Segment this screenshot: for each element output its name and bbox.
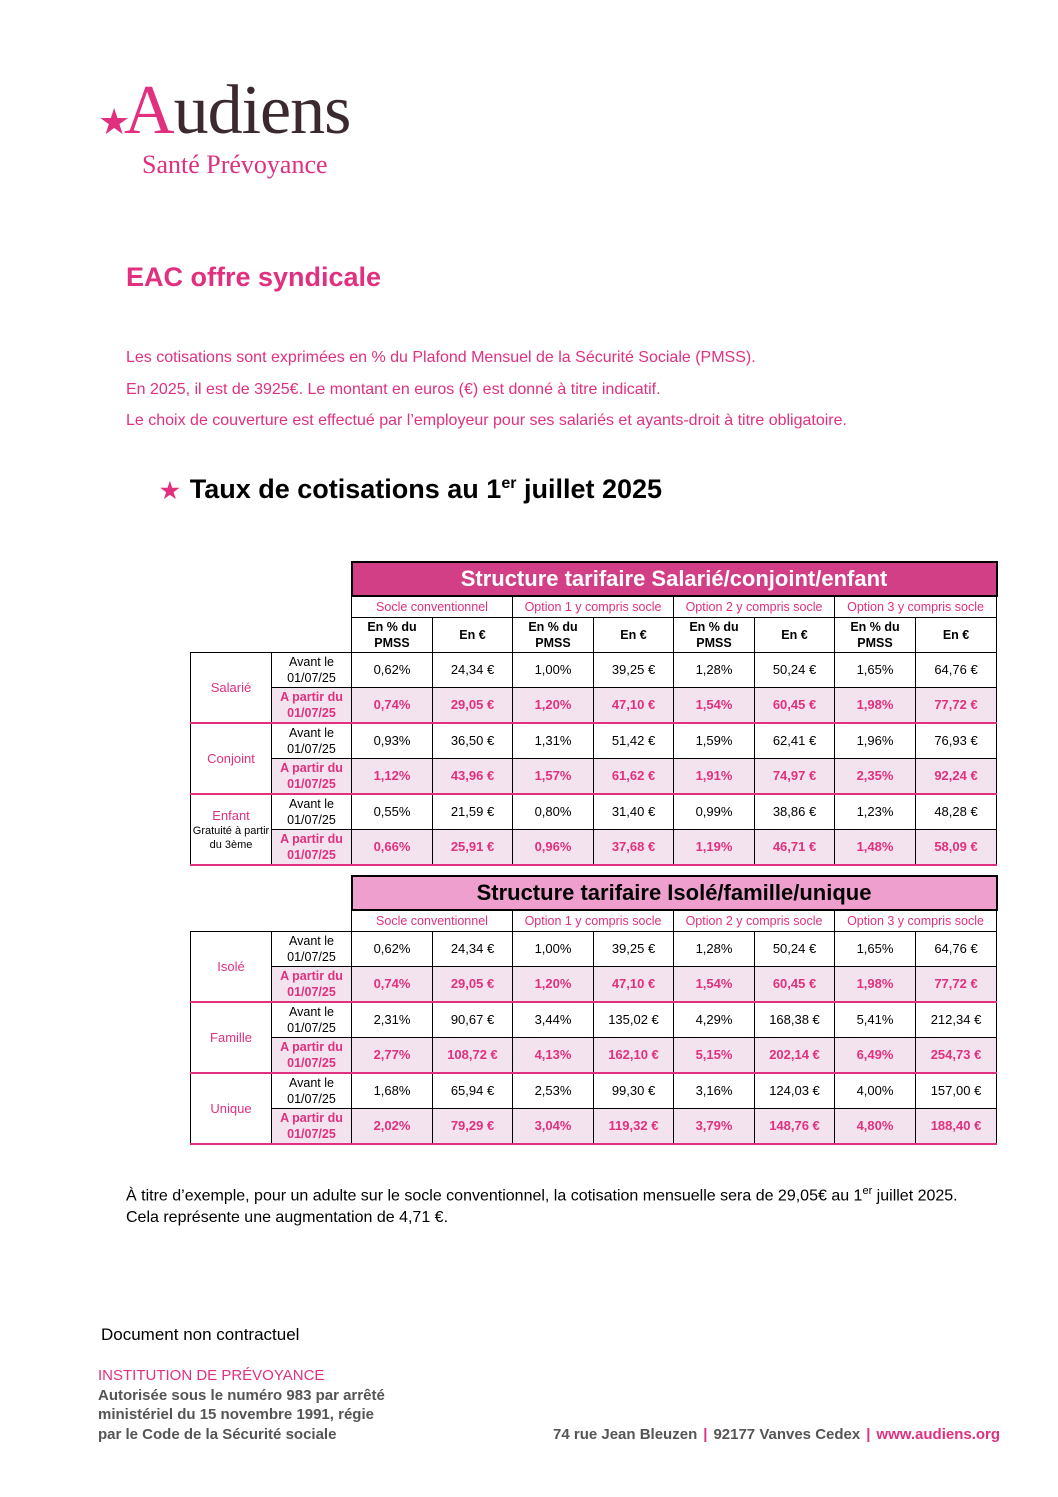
cell-eur: 65,94 € — [433, 1073, 513, 1109]
cell-eur: 48,28 € — [916, 794, 997, 830]
group-label — [191, 723, 272, 794]
group-label — [191, 1073, 272, 1144]
empty-corner — [191, 910, 352, 932]
cell-pct: 1,98% — [835, 688, 916, 724]
cell-pct: 0,55% — [352, 794, 433, 830]
cell-pct: 0,66% — [352, 830, 433, 866]
period-before-label: Avant le 01/07/25 — [272, 723, 352, 759]
address-street: 74 rue Jean Bleuzen — [553, 1426, 698, 1443]
cell-pct: 1,98% — [835, 967, 916, 1003]
cell-pct: 3,79% — [674, 1109, 755, 1145]
cell-pct: 1,48% — [835, 830, 916, 866]
subheader-pct: En % du PMSS — [835, 618, 916, 653]
logo-letter-a: A — [124, 72, 174, 149]
cell-pct: 0,93% — [352, 723, 433, 759]
cell-eur: 60,45 € — [755, 967, 835, 1003]
cell-eur: 64,76 € — [916, 932, 997, 967]
option-header-2: Option 2 y compris socle — [674, 910, 835, 932]
table-row — [191, 794, 997, 830]
example-paragraph — [126, 1180, 976, 1229]
cell-eur: 77,72 € — [916, 967, 997, 1003]
star-icon: ★ — [98, 101, 131, 142]
table-title: Structure tarifaire Salarié/conjoint/enfant — [352, 562, 997, 596]
cell-eur: 188,40 € — [916, 1109, 997, 1145]
empty-corner — [191, 876, 352, 910]
intro-line-1: Les cotisations sont exprimées en % du Plafond Mensuel de la Sécurité Sociale (PMSS). — [126, 349, 756, 366]
cell-pct: 1,96% — [835, 723, 916, 759]
table-title: Structure tarifaire Isolé/famille/unique — [352, 876, 997, 910]
section-title-sup: er — [501, 475, 517, 492]
cell-pct: 0,74% — [352, 688, 433, 724]
cell-eur: 38,86 € — [755, 794, 835, 830]
star-bullet-icon: ★ — [160, 478, 180, 503]
cell-pct: 2,35% — [835, 759, 916, 795]
cell-eur: 124,03 € — [755, 1073, 835, 1109]
cell-eur: 79,29 € — [433, 1109, 513, 1145]
cell-pct: 1,91% — [674, 759, 755, 795]
empty-corner — [191, 562, 352, 596]
option-header-3: Option 3 y compris socle — [835, 910, 997, 932]
table-row — [191, 688, 997, 724]
example-text-a: À titre d’exemple, pour un adulte sur le socle conventionnel, la cotisation mensuelle sera de 29,05€ au 1 — [126, 1187, 863, 1205]
cell-pct: 4,13% — [513, 1038, 594, 1074]
cell-eur: 21,59 € — [433, 794, 513, 830]
cell-pct: 1,23% — [835, 794, 916, 830]
cell-eur: 108,72 € — [433, 1038, 513, 1074]
table-row — [191, 830, 997, 866]
option-header-socle: Socle conventionnel — [352, 596, 513, 618]
table-row — [191, 1002, 997, 1038]
cell-eur: 254,73 € — [916, 1038, 997, 1074]
table-row — [191, 1073, 997, 1109]
subheader-pct: En % du PMSS — [513, 618, 594, 653]
period-after-label: A partir du 01/07/25 — [272, 830, 352, 866]
group-name: Enfant — [212, 807, 250, 823]
cell-eur: 43,96 € — [433, 759, 513, 795]
cell-pct: 1,57% — [513, 759, 594, 795]
cell-eur: 64,76 € — [916, 653, 997, 688]
cell-pct: 2,31% — [352, 1002, 433, 1038]
period-before-label: Avant le 01/07/25 — [272, 1073, 352, 1109]
table-row — [191, 653, 997, 688]
group-label — [191, 932, 272, 1003]
website-link[interactable]: www.audiens.org — [876, 1426, 1001, 1443]
cell-pct: 1,20% — [513, 967, 594, 1003]
table-row — [191, 723, 997, 759]
intro-line-2: En 2025, il est de 3925€. Le montant en euros (€) est donné à titre indicatif. — [126, 381, 661, 398]
cell-eur: 77,72 € — [916, 688, 997, 724]
cell-pct: 1,12% — [352, 759, 433, 795]
table-row — [191, 1038, 997, 1074]
cell-eur: 39,25 € — [594, 653, 674, 688]
logo-word-rest: udiens — [173, 72, 351, 149]
rate-table-isole-famille-unique — [190, 875, 998, 1145]
period-before-label: Avant le 01/07/25 — [272, 653, 352, 688]
cell-eur: 119,32 € — [594, 1109, 674, 1145]
example-text-b: juillet 2025. Cela représente une augmentation de 4,71 €. — [126, 1187, 958, 1227]
cell-pct: 1,59% — [674, 723, 755, 759]
address-city: 92177 Vanves Cedex — [713, 1426, 861, 1443]
cell-pct: 1,00% — [513, 653, 594, 688]
cell-pct: 2,77% — [352, 1038, 433, 1074]
institution-title: INSTITUTION DE PRÉVOYANCE — [98, 1367, 325, 1384]
cell-pct: 3,16% — [674, 1073, 755, 1109]
subheader-eur: En € — [594, 618, 674, 653]
cell-eur: 162,10 € — [594, 1038, 674, 1074]
period-before-label: Avant le 01/07/25 — [272, 1002, 352, 1038]
cell-pct: 4,80% — [835, 1109, 916, 1145]
section-title-a: Taux de cotisations au 1 — [189, 474, 502, 504]
cell-eur: 29,05 € — [433, 967, 513, 1003]
institution-line-2: ministériel du 15 novembre 1991, régie — [98, 1406, 374, 1423]
audiens-logo — [98, 72, 368, 186]
cell-pct: 0,99% — [674, 794, 755, 830]
subheader-pct: En % du PMSS — [352, 618, 433, 653]
cell-eur: 36,50 € — [433, 723, 513, 759]
intro-line-3: Le choix de couverture est effectué par l’employeur pour ses salariés et ayants-droit à titre obligatoire. — [126, 412, 847, 429]
logo-tagline: Santé Prévoyance — [142, 150, 328, 179]
page-title: EAC offre syndicale — [126, 262, 382, 292]
period-after-label: A partir du 01/07/25 — [272, 1038, 352, 1074]
group-name: Conjoint — [207, 750, 255, 766]
group-label — [191, 653, 272, 724]
cell-eur: 202,14 € — [755, 1038, 835, 1074]
cell-pct: 1,68% — [352, 1073, 433, 1109]
cell-pct: 1,65% — [835, 932, 916, 967]
cell-pct: 2,02% — [352, 1109, 433, 1145]
cell-eur: 157,00 € — [916, 1073, 997, 1109]
cell-eur: 148,76 € — [755, 1109, 835, 1145]
cell-pct: 1,28% — [674, 653, 755, 688]
rate-table-salarie-conjoint-enfant — [190, 561, 998, 866]
cell-pct: 0,62% — [352, 932, 433, 967]
empty-corner — [191, 596, 352, 618]
cell-eur: 24,34 € — [433, 932, 513, 967]
cell-pct: 1,65% — [835, 653, 916, 688]
period-before-label: Avant le 01/07/25 — [272, 932, 352, 967]
subheader-eur: En € — [755, 618, 835, 653]
group-name: Unique — [210, 1100, 252, 1116]
group-label — [191, 1002, 272, 1073]
period-before-label: Avant le 01/07/25 — [272, 794, 352, 830]
group-name: Famille — [210, 1029, 252, 1045]
subheader-eur: En € — [916, 618, 997, 653]
cell-pct: 4,29% — [674, 1002, 755, 1038]
cell-eur: 60,45 € — [755, 688, 835, 724]
cell-eur: 47,10 € — [594, 688, 674, 724]
cell-pct: 1,54% — [674, 967, 755, 1003]
cell-eur: 61,62 € — [594, 759, 674, 795]
institution-line-3: par le Code de la Sécurité sociale — [98, 1426, 337, 1443]
period-after-label: A partir du 01/07/25 — [272, 1109, 352, 1145]
cell-pct: 1,31% — [513, 723, 594, 759]
period-after-label: A partir du 01/07/25 — [272, 967, 352, 1003]
institution-line-1: Autorisée sous le numéro 983 par arrêté — [98, 1387, 385, 1404]
group-name: Isolé — [217, 958, 245, 974]
group-name: Salarié — [210, 679, 252, 695]
cell-eur: 62,41 € — [755, 723, 835, 759]
cell-eur: 135,02 € — [594, 1002, 674, 1038]
subheader-pct: En % du PMSS — [674, 618, 755, 653]
group-label — [191, 794, 272, 865]
cell-pct: 5,41% — [835, 1002, 916, 1038]
option-header-socle: Socle conventionnel — [352, 910, 513, 932]
table-row — [191, 759, 997, 795]
cell-eur: 31,40 € — [594, 794, 674, 830]
cell-eur: 90,67 € — [433, 1002, 513, 1038]
option-header-2: Option 2 y compris socle — [674, 596, 835, 618]
logo-wordmark — [124, 72, 351, 149]
table-row — [191, 1109, 997, 1145]
footer-address — [553, 1426, 1000, 1443]
option-header-3: Option 3 y compris socle — [835, 596, 997, 618]
section-title — [160, 474, 662, 505]
cell-pct: 0,62% — [352, 653, 433, 688]
cell-eur: 212,34 € — [916, 1002, 997, 1038]
cell-pct: 1,20% — [513, 688, 594, 724]
period-after-label: A partir du 01/07/25 — [272, 688, 352, 724]
cell-pct: 3,04% — [513, 1109, 594, 1145]
cell-pct: 5,15% — [674, 1038, 755, 1074]
cell-eur: 47,10 € — [594, 967, 674, 1003]
cell-eur: 29,05 € — [433, 688, 513, 724]
cell-pct: 1,00% — [513, 932, 594, 967]
cell-eur: 74,97 € — [755, 759, 835, 795]
cell-eur: 50,24 € — [755, 932, 835, 967]
cell-pct: 0,80% — [513, 794, 594, 830]
separator: | — [866, 1426, 871, 1443]
subheader-eur: En € — [433, 618, 513, 653]
cell-eur: 92,24 € — [916, 759, 997, 795]
cell-eur: 168,38 € — [755, 1002, 835, 1038]
cell-pct: 4,00% — [835, 1073, 916, 1109]
period-after-label: A partir du 01/07/25 — [272, 759, 352, 795]
cell-eur: 24,34 € — [433, 653, 513, 688]
cell-eur: 51,42 € — [594, 723, 674, 759]
cell-eur: 37,68 € — [594, 830, 674, 866]
cell-pct: 1,19% — [674, 830, 755, 866]
table-row — [191, 932, 997, 967]
cell-eur: 99,30 € — [594, 1073, 674, 1109]
separator: | — [703, 1426, 708, 1443]
group-note: Gratuité à partir du 3ème — [192, 824, 270, 851]
cell-pct: 0,96% — [513, 830, 594, 866]
cell-pct: 1,54% — [674, 688, 755, 724]
option-header-1: Option 1 y compris socle — [513, 910, 674, 932]
option-header-1: Option 1 y compris socle — [513, 596, 674, 618]
cell-eur: 58,09 € — [916, 830, 997, 866]
cell-pct: 2,53% — [513, 1073, 594, 1109]
cell-eur: 76,93 € — [916, 723, 997, 759]
example-sup: er — [862, 1185, 873, 1197]
cell-eur: 50,24 € — [755, 653, 835, 688]
cell-eur: 46,71 € — [755, 830, 835, 866]
cell-pct: 1,28% — [674, 932, 755, 967]
disclaimer: Document non contractuel — [101, 1325, 300, 1344]
section-title-b: juillet 2025 — [516, 474, 663, 504]
cell-pct: 0,74% — [352, 967, 433, 1003]
cell-eur: 25,91 € — [433, 830, 513, 866]
cell-eur: 39,25 € — [594, 932, 674, 967]
cell-pct: 6,49% — [835, 1038, 916, 1074]
empty-corner — [191, 618, 352, 653]
table-row — [191, 967, 997, 1003]
cell-pct: 3,44% — [513, 1002, 594, 1038]
